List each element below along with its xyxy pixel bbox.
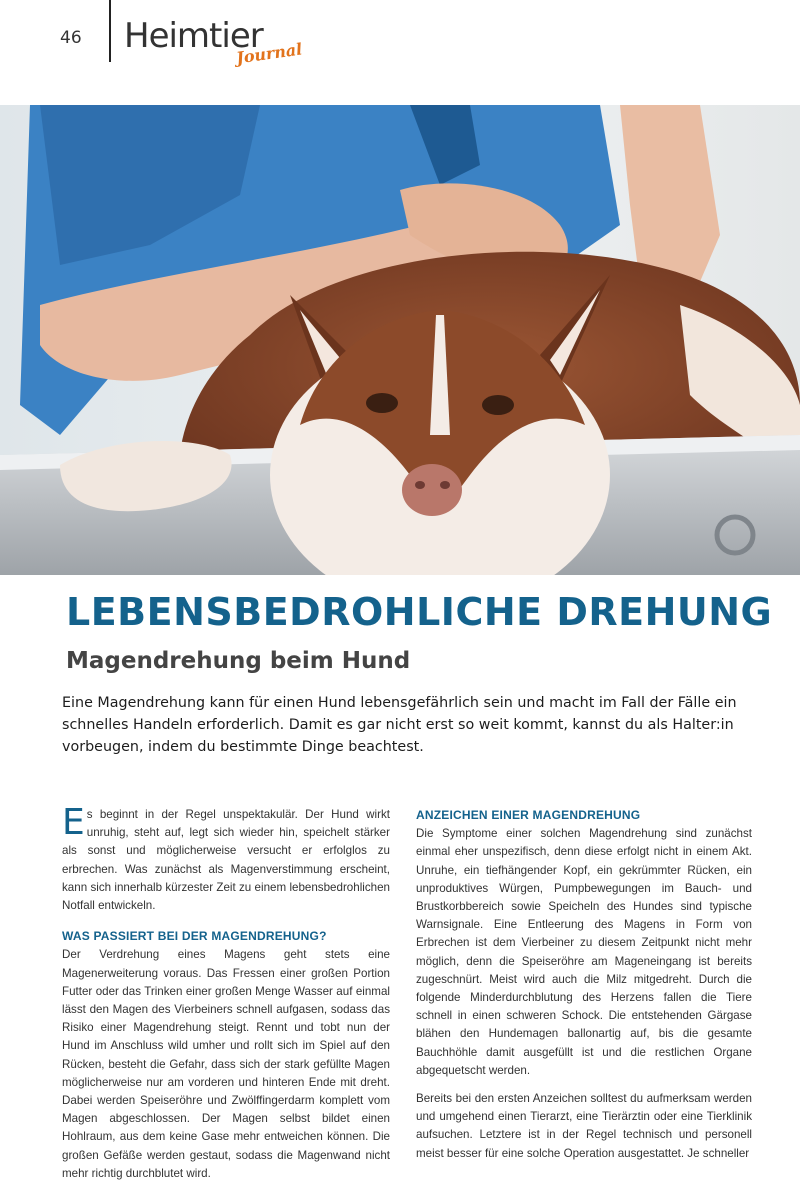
body-paragraph: Die Symptome einer solchen Magendrehung sind zunächst einmal eher unspezifisch, denn diese erfolgt nicht in einem Akt. Unruhe, ein tiefhängender Kopf, ein gekrümmter Rücken, ein unproduktives Würgen, Pumpbewegungen im Bauch- und Brustkorbbereich sowie Speicheln des Hundes sind typische Warnsignale. Eine Entleerung des Magens in Form von Erbrechen ist dem Vierbeiner zu diesem Zeitpunkt nicht mehr möglich, denn die Speiseröhre am Mageneingang ist bereits zugeschnürt. Meist wird auch die Milz mitgedreht. Durch die folgende Minderdurchblutung des Herzens fallen die Tiere schnell in einen schweren Schock. Die entstehenden Gärgase blähen den Hundemagen ballonartig auf, bis die gesamte Bauchhöhle damit ausgefüllt ist und die restlichen Organe abgequetscht werden. <box>416 827 752 1077</box>
hero-photo <box>0 105 800 575</box>
logo-sub-text: Journal <box>235 39 304 68</box>
magazine-logo <box>124 16 304 72</box>
page-number: 46 <box>60 28 82 48</box>
article-subheadline: Magendrehung beim Hund <box>66 648 411 674</box>
logo-main-text: Heimtier <box>124 16 263 56</box>
body-paragraph: Der Verdrehung eines Magens geht stets eine Magenerweiterung voraus. Das Fressen einer großen Portion Futter oder das Trinken einer großen Menge Wasser auf einmal lässt den Magen des Vierbeiners schnell aufgasen, sodass das Risiko einer Magendrehung steigt. Rennt und tobt nun der Hund im Anschluss wild umher und rollt sich im Spiel auf den Rücken, besteht die Gefahr, dass sich der stark gefüllte Magen möglicherweise nur am vorderen und hinteren Ende mit dreht. Dabei werden Speiseröhre und Zwölffingerdarm komplett vom Magen abgeschlossen. Der Magen selbst bildet einen Hohlraum, aus dem keine Gase mehr entweichen können. Die großen Gefäße werden gestaut, sodass die Magenwand nicht mehr richtig durchblutet wird. <box>62 948 390 1180</box>
article-headline: LEBENSBEDROHLICHE DREHUNG <box>66 590 773 634</box>
article-lead: Eine Magendrehung kann für einen Hund lebensgefährlich sein und macht im Fall der Fälle ein schnelles Handeln erforderlich. Damit es gar nicht erst so weit kommt, kannst du als Halter:in vorbeugen, indem du bestimmte Dinge beachtest. <box>62 695 737 755</box>
dropcap: E <box>62 802 85 843</box>
section-heading: ANZEICHEN EINER MAGENDREHUNG <box>416 808 641 822</box>
body-paragraph: Bereits bei den ersten Anzeichen solltest du aufmerksam werden und umgehend einen Tierarzt, eine Tierärztin oder eine Tierklinik aufsuchen. Letztere ist in der Regel technisch und personell meist besser für eine solche Operation ausgestattet. Je schneller <box>416 1092 752 1160</box>
intro-text: s beginnt in der Regel unspektakulär. Der Hund wirkt unruhig, steht auf, legt sich wieder hin, speichelt stärker als sonst und möglicherweise versucht er erfolglos zu erbrechen. Was zunächst als Magenverstimmung erscheint, kann sich innerhalb kürzester Zeit zu einem lebensbedrohlichen Notfall entwickeln. <box>62 808 390 913</box>
column-left <box>62 802 390 1183</box>
header-divider <box>109 0 111 62</box>
intro-paragraph <box>62 802 390 915</box>
section-heading: WAS PASSIERT BEI DER MAGENDREHUNG? <box>62 929 327 944</box>
husky-dog-on-vet-table-photo <box>0 105 800 575</box>
column-right <box>416 806 752 1163</box>
